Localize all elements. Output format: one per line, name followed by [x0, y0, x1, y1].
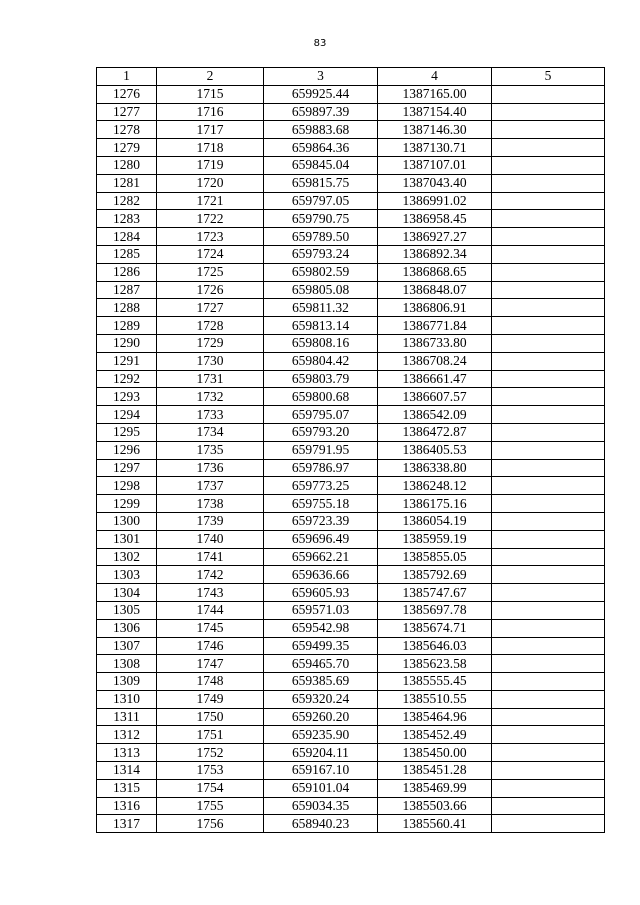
table-cell: 659499.35 [264, 637, 378, 655]
table-cell: 1386991.02 [378, 192, 492, 210]
table-cell [492, 495, 605, 513]
table-cell: 659636.66 [264, 566, 378, 584]
table-row [97, 708, 605, 726]
table-cell: 1386405.53 [378, 441, 492, 459]
table-cell: 1728 [157, 317, 264, 335]
table-cell: 1385464.96 [378, 708, 492, 726]
table-cell: 1278 [97, 121, 157, 139]
table-cell: 1717 [157, 121, 264, 139]
table-row [97, 139, 605, 157]
table-cell: 1292 [97, 370, 157, 388]
table-row [97, 210, 605, 228]
table-cell [492, 779, 605, 797]
table-cell: 1387146.30 [378, 121, 492, 139]
table-row [97, 779, 605, 797]
table-row [97, 584, 605, 602]
table-cell: 659925.44 [264, 85, 378, 103]
table-cell: 1386806.91 [378, 299, 492, 317]
column-header: 5 [492, 68, 605, 86]
table-row [97, 352, 605, 370]
table-cell: 659800.68 [264, 388, 378, 406]
table-cell: 1313 [97, 744, 157, 762]
table-cell: 659803.79 [264, 370, 378, 388]
table-cell: 1735 [157, 441, 264, 459]
table-row [97, 530, 605, 548]
table-cell: 1730 [157, 352, 264, 370]
table-cell: 1385469.99 [378, 779, 492, 797]
table-cell [492, 744, 605, 762]
table-row [97, 566, 605, 584]
table-cell: 1298 [97, 477, 157, 495]
table-row [97, 690, 605, 708]
table-cell: 1277 [97, 103, 157, 121]
table-cell: 659101.04 [264, 779, 378, 797]
table-body [97, 85, 605, 832]
table-cell [492, 619, 605, 637]
table-cell: 1385560.41 [378, 815, 492, 833]
table-cell: 1276 [97, 85, 157, 103]
table-cell: 1733 [157, 406, 264, 424]
table-cell: 1386892.34 [378, 245, 492, 263]
table-row [97, 228, 605, 246]
table-row [97, 726, 605, 744]
table-cell: 659786.97 [264, 459, 378, 477]
table-cell: 1385697.78 [378, 601, 492, 619]
table-cell: 1294 [97, 406, 157, 424]
table-row [97, 744, 605, 762]
table-cell: 659802.59 [264, 263, 378, 281]
table-cell [492, 139, 605, 157]
table-row [97, 406, 605, 424]
table-cell [492, 85, 605, 103]
table-cell: 1751 [157, 726, 264, 744]
table-cell: 1743 [157, 584, 264, 602]
table-cell: 1317 [97, 815, 157, 833]
table-row [97, 245, 605, 263]
coordinates-table [96, 67, 605, 833]
table-cell: 659755.18 [264, 495, 378, 513]
table-cell [492, 512, 605, 530]
table-cell: 1297 [97, 459, 157, 477]
table-row [97, 334, 605, 352]
table-row [97, 762, 605, 780]
table-cell: 1290 [97, 334, 157, 352]
table-row [97, 174, 605, 192]
table-cell: 1288 [97, 299, 157, 317]
table-cell: 1385959.19 [378, 530, 492, 548]
table-cell: 1741 [157, 548, 264, 566]
table-row [97, 797, 605, 815]
table-header-row [97, 68, 605, 86]
table-cell: 659167.10 [264, 762, 378, 780]
table-cell: 1387130.71 [378, 139, 492, 157]
table-cell [492, 601, 605, 619]
table-cell: 1282 [97, 192, 157, 210]
table-cell: 1314 [97, 762, 157, 780]
table-cell: 659235.90 [264, 726, 378, 744]
column-header: 3 [264, 68, 378, 86]
table-cell: 1387165.00 [378, 85, 492, 103]
table-cell [492, 388, 605, 406]
table-cell: 1385646.03 [378, 637, 492, 655]
column-header: 1 [97, 68, 157, 86]
table-cell: 1734 [157, 423, 264, 441]
table-cell: 1285 [97, 245, 157, 263]
table-cell: 1738 [157, 495, 264, 513]
table-cell: 1281 [97, 174, 157, 192]
table-cell: 1727 [157, 299, 264, 317]
table-cell: 1752 [157, 744, 264, 762]
table-cell: 1722 [157, 210, 264, 228]
table-cell: 1739 [157, 512, 264, 530]
table-cell [492, 566, 605, 584]
table-cell: 1731 [157, 370, 264, 388]
table-cell: 1744 [157, 601, 264, 619]
table-row [97, 281, 605, 299]
table-cell [492, 406, 605, 424]
table-cell: 659845.04 [264, 156, 378, 174]
table-cell: 1385510.55 [378, 690, 492, 708]
table-cell [492, 192, 605, 210]
page-number: 83 [313, 38, 327, 49]
table-row [97, 299, 605, 317]
table-cell [492, 121, 605, 139]
table-cell: 1386054.19 [378, 512, 492, 530]
table-row [97, 121, 605, 139]
table-cell: 1387043.40 [378, 174, 492, 192]
table-cell: 659791.95 [264, 441, 378, 459]
table-row [97, 459, 605, 477]
table-cell: 1719 [157, 156, 264, 174]
table-cell: 1749 [157, 690, 264, 708]
table-cell: 1386927.27 [378, 228, 492, 246]
table-cell: 1718 [157, 139, 264, 157]
table-cell: 1385792.69 [378, 566, 492, 584]
table-cell [492, 370, 605, 388]
table-row [97, 441, 605, 459]
table-cell: 1301 [97, 530, 157, 548]
table-cell: 659897.39 [264, 103, 378, 121]
table-cell: 1309 [97, 673, 157, 691]
table-cell: 1310 [97, 690, 157, 708]
table-cell [492, 228, 605, 246]
table-cell [492, 673, 605, 691]
table-cell: 659260.20 [264, 708, 378, 726]
table-cell: 1736 [157, 459, 264, 477]
table-cell [492, 548, 605, 566]
table-row [97, 637, 605, 655]
table-cell: 1279 [97, 139, 157, 157]
table-cell: 659790.75 [264, 210, 378, 228]
table-cell: 1284 [97, 228, 157, 246]
table-cell: 1386848.07 [378, 281, 492, 299]
table-cell [492, 317, 605, 335]
table-cell: 1386175.16 [378, 495, 492, 513]
table-cell: 659789.50 [264, 228, 378, 246]
table-cell: 1386733.80 [378, 334, 492, 352]
table-row [97, 263, 605, 281]
table-cell: 659815.75 [264, 174, 378, 192]
table-cell: 659808.16 [264, 334, 378, 352]
table-cell: 1291 [97, 352, 157, 370]
table-cell: 1387107.01 [378, 156, 492, 174]
table-cell: 659804.42 [264, 352, 378, 370]
table-cell: 1750 [157, 708, 264, 726]
table-cell: 659204.11 [264, 744, 378, 762]
table-cell: 1754 [157, 779, 264, 797]
table-cell [492, 281, 605, 299]
table-cell: 659773.25 [264, 477, 378, 495]
table-cell [492, 690, 605, 708]
table-row [97, 495, 605, 513]
table-cell: 1724 [157, 245, 264, 263]
table-cell: 1721 [157, 192, 264, 210]
table-cell: 1737 [157, 477, 264, 495]
table-cell: 1742 [157, 566, 264, 584]
table-row [97, 156, 605, 174]
table-cell: 1387154.40 [378, 103, 492, 121]
table-cell: 1386661.47 [378, 370, 492, 388]
table-cell: 658940.23 [264, 815, 378, 833]
table-cell [492, 815, 605, 833]
table-cell [492, 156, 605, 174]
table-cell [492, 797, 605, 815]
column-header: 4 [378, 68, 492, 86]
table-cell: 1720 [157, 174, 264, 192]
table-cell: 1385452.49 [378, 726, 492, 744]
table-cell [492, 263, 605, 281]
table-cell: 659571.03 [264, 601, 378, 619]
table-cell: 1386868.65 [378, 263, 492, 281]
table-cell: 659797.05 [264, 192, 378, 210]
table-cell: 659793.20 [264, 423, 378, 441]
column-header: 2 [157, 68, 264, 86]
table-cell: 1302 [97, 548, 157, 566]
table-cell: 1723 [157, 228, 264, 246]
table-cell: 659805.08 [264, 281, 378, 299]
table-cell [492, 441, 605, 459]
table-cell [492, 423, 605, 441]
table-cell [492, 726, 605, 744]
table-cell: 1280 [97, 156, 157, 174]
table-cell [492, 210, 605, 228]
table-cell: 659662.21 [264, 548, 378, 566]
table-cell: 1306 [97, 619, 157, 637]
table-row [97, 370, 605, 388]
table-cell: 1316 [97, 797, 157, 815]
table-cell [492, 637, 605, 655]
table-row [97, 619, 605, 637]
table-cell [492, 245, 605, 263]
table-cell: 1740 [157, 530, 264, 548]
table-cell: 1753 [157, 762, 264, 780]
table-cell: 1386771.84 [378, 317, 492, 335]
table-row [97, 477, 605, 495]
table-cell: 659723.39 [264, 512, 378, 530]
table-cell: 659795.07 [264, 406, 378, 424]
table-cell: 1715 [157, 85, 264, 103]
table-cell: 1311 [97, 708, 157, 726]
table-cell: 1304 [97, 584, 157, 602]
table-cell: 1385674.71 [378, 619, 492, 637]
table-cell: 1386958.45 [378, 210, 492, 228]
table-cell [492, 584, 605, 602]
table-cell: 1386542.09 [378, 406, 492, 424]
table-cell [492, 103, 605, 121]
table-cell: 1748 [157, 673, 264, 691]
table-cell: 1293 [97, 388, 157, 406]
table-cell: 659811.32 [264, 299, 378, 317]
table-cell: 1732 [157, 388, 264, 406]
table-cell: 659696.49 [264, 530, 378, 548]
table-cell: 659813.14 [264, 317, 378, 335]
table-cell [492, 708, 605, 726]
table-cell: 1726 [157, 281, 264, 299]
table-cell: 1286 [97, 263, 157, 281]
table-cell: 1287 [97, 281, 157, 299]
table-cell: 1283 [97, 210, 157, 228]
table-cell: 1299 [97, 495, 157, 513]
table-cell: 1725 [157, 263, 264, 281]
table-cell [492, 762, 605, 780]
table-row [97, 601, 605, 619]
table-cell: 659542.98 [264, 619, 378, 637]
table-cell [492, 352, 605, 370]
table-row [97, 673, 605, 691]
table-cell: 659605.93 [264, 584, 378, 602]
table-row [97, 655, 605, 673]
table-cell: 1756 [157, 815, 264, 833]
table-cell: 1307 [97, 637, 157, 655]
table-cell: 1386472.87 [378, 423, 492, 441]
table-row [97, 815, 605, 833]
table-cell: 659883.68 [264, 121, 378, 139]
table-cell: 1385555.45 [378, 673, 492, 691]
table-cell: 1312 [97, 726, 157, 744]
table-cell [492, 459, 605, 477]
table-cell: 1305 [97, 601, 157, 619]
table-cell: 1386607.57 [378, 388, 492, 406]
table-cell: 1386708.24 [378, 352, 492, 370]
table-cell: 1289 [97, 317, 157, 335]
table-cell: 1315 [97, 779, 157, 797]
table-cell [492, 334, 605, 352]
table-row [97, 423, 605, 441]
table-cell [492, 477, 605, 495]
table-cell: 1296 [97, 441, 157, 459]
table-cell: 1385855.05 [378, 548, 492, 566]
table-cell: 1385451.28 [378, 762, 492, 780]
table-row [97, 85, 605, 103]
table-cell [492, 174, 605, 192]
table-row [97, 317, 605, 335]
table-row [97, 103, 605, 121]
table-cell: 1303 [97, 566, 157, 584]
table-cell: 659385.69 [264, 673, 378, 691]
table-cell: 659864.36 [264, 139, 378, 157]
table-cell: 1385450.00 [378, 744, 492, 762]
table-cell: 659465.70 [264, 655, 378, 673]
table-cell: 1747 [157, 655, 264, 673]
table-cell: 1729 [157, 334, 264, 352]
table-cell [492, 530, 605, 548]
table-cell: 1716 [157, 103, 264, 121]
table-cell: 1755 [157, 797, 264, 815]
table-row [97, 512, 605, 530]
table-cell [492, 299, 605, 317]
table-cell: 1300 [97, 512, 157, 530]
table-cell: 1746 [157, 637, 264, 655]
table-cell: 1385623.58 [378, 655, 492, 673]
table-cell: 1385747.67 [378, 584, 492, 602]
table-cell: 659320.24 [264, 690, 378, 708]
table-row [97, 548, 605, 566]
table-row [97, 192, 605, 210]
table-row [97, 388, 605, 406]
table-cell: 1308 [97, 655, 157, 673]
table-cell: 1386338.80 [378, 459, 492, 477]
table-cell: 1386248.12 [378, 477, 492, 495]
table-cell: 1385503.66 [378, 797, 492, 815]
table-cell [492, 655, 605, 673]
table-cell: 1745 [157, 619, 264, 637]
table-cell: 659034.35 [264, 797, 378, 815]
table-cell: 659793.24 [264, 245, 378, 263]
table-cell: 1295 [97, 423, 157, 441]
